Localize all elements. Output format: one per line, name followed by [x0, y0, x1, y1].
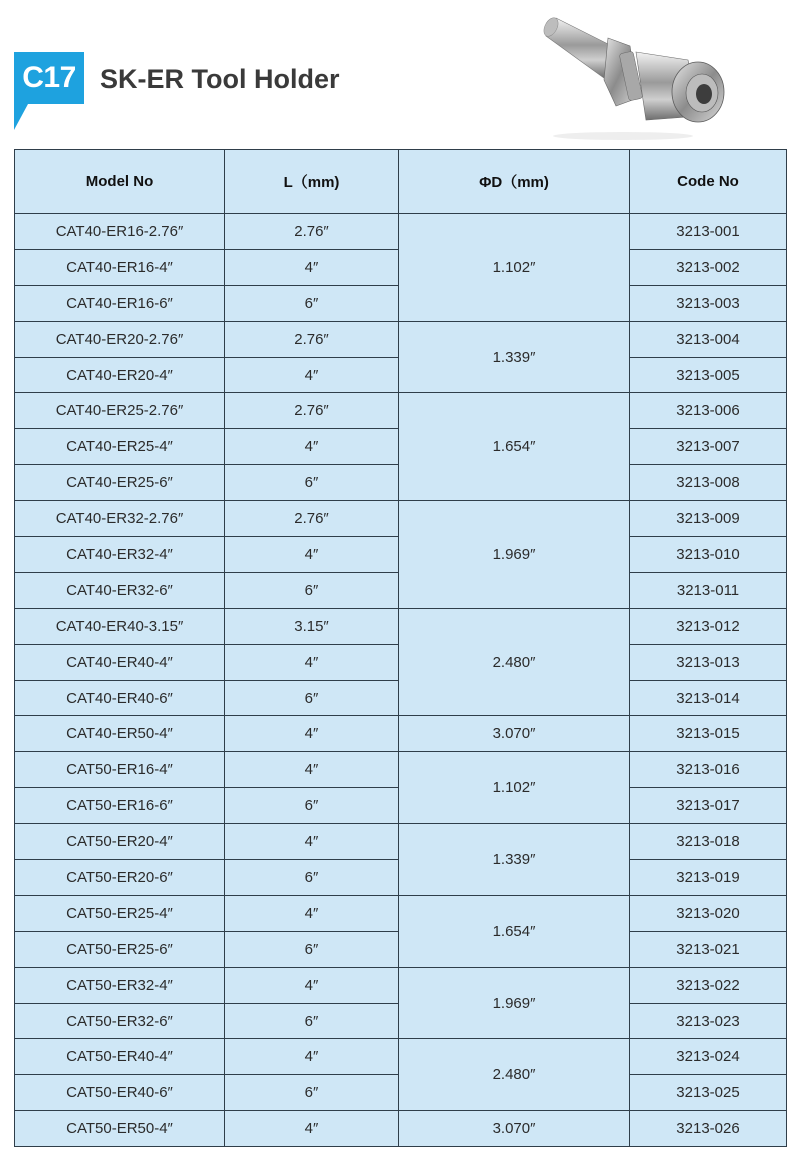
length-cell: 4″	[225, 895, 399, 931]
model-no-cell: CAT40-ER25-4″	[15, 429, 225, 465]
code-no-cell: 3213-003	[630, 285, 787, 321]
length-cell: 4″	[225, 357, 399, 393]
length-cell: 4″	[225, 716, 399, 752]
model-no-cell: CAT40-ER25-6″	[15, 465, 225, 501]
column-header-length: L（mm)	[225, 150, 399, 214]
diameter-cell: 1.654″	[399, 393, 630, 501]
model-no-cell: CAT40-ER40-3.15″	[15, 608, 225, 644]
code-no-cell: 3213-017	[630, 788, 787, 824]
model-no-cell: CAT50-ER25-4″	[15, 895, 225, 931]
code-no-cell: 3213-022	[630, 967, 787, 1003]
model-no-cell: CAT40-ER25-2.76″	[15, 393, 225, 429]
model-no-cell: CAT40-ER40-6″	[15, 680, 225, 716]
code-no-cell: 3213-007	[630, 429, 787, 465]
model-no-cell: CAT40-ER32-4″	[15, 537, 225, 573]
length-cell: 6″	[225, 1075, 399, 1111]
model-no-cell: CAT50-ER32-4″	[15, 967, 225, 1003]
code-no-cell: 3213-025	[630, 1075, 787, 1111]
table-row	[15, 501, 787, 537]
length-cell: 2.76″	[225, 393, 399, 429]
table-row	[15, 967, 787, 1003]
length-cell: 4″	[225, 429, 399, 465]
length-cell: 4″	[225, 752, 399, 788]
diameter-cell: 2.480″	[399, 608, 630, 716]
length-cell: 6″	[225, 285, 399, 321]
code-no-cell: 3213-021	[630, 931, 787, 967]
code-no-cell: 3213-004	[630, 321, 787, 357]
model-no-cell: CAT50-ER16-4″	[15, 752, 225, 788]
diameter-cell: 1.339″	[399, 824, 630, 896]
model-no-cell: CAT40-ER32-6″	[15, 572, 225, 608]
model-no-cell: CAT40-ER20-4″	[15, 357, 225, 393]
code-no-cell: 3213-020	[630, 895, 787, 931]
product-image	[538, 8, 728, 143]
code-no-cell: 3213-010	[630, 537, 787, 573]
table-header-row	[15, 150, 787, 214]
length-cell: 2.76″	[225, 321, 399, 357]
length-cell: 6″	[225, 1003, 399, 1039]
diameter-cell: 2.480″	[399, 1039, 630, 1111]
model-no-cell: CAT40-ER16-2.76″	[15, 214, 225, 250]
table-row	[15, 321, 787, 357]
table-row	[15, 824, 787, 860]
code-no-cell: 3213-014	[630, 680, 787, 716]
model-no-cell: CAT40-ER16-6″	[15, 285, 225, 321]
diameter-cell: 1.339″	[399, 321, 630, 393]
model-no-cell: CAT50-ER16-6″	[15, 788, 225, 824]
code-no-cell: 3213-006	[630, 393, 787, 429]
length-cell: 4″	[225, 967, 399, 1003]
code-no-cell: 3213-008	[630, 465, 787, 501]
column-header-code: Code No	[630, 150, 787, 214]
table-row	[15, 716, 787, 752]
length-cell: 4″	[225, 249, 399, 285]
section-badge-tail	[14, 104, 28, 130]
code-no-cell: 3213-026	[630, 1111, 787, 1147]
model-no-cell: CAT50-ER40-6″	[15, 1075, 225, 1111]
length-cell: 4″	[225, 644, 399, 680]
length-cell: 6″	[225, 931, 399, 967]
code-no-cell: 3213-018	[630, 824, 787, 860]
model-no-cell: CAT50-ER40-4″	[15, 1039, 225, 1075]
diameter-cell: 1.969″	[399, 501, 630, 609]
column-header-model: Model No	[15, 150, 225, 214]
length-cell: 6″	[225, 860, 399, 896]
code-no-cell: 3213-019	[630, 860, 787, 896]
code-no-cell: 3213-023	[630, 1003, 787, 1039]
model-no-cell: CAT40-ER20-2.76″	[15, 321, 225, 357]
diameter-cell: 1.969″	[399, 967, 630, 1039]
table-row	[15, 895, 787, 931]
length-cell: 6″	[225, 680, 399, 716]
length-cell: 3.15″	[225, 608, 399, 644]
table-row	[15, 1039, 787, 1075]
code-no-cell: 3213-016	[630, 752, 787, 788]
diameter-cell: 1.102″	[399, 752, 630, 824]
code-no-cell: 3213-012	[630, 608, 787, 644]
section-badge: C17	[14, 52, 84, 104]
length-cell: 6″	[225, 572, 399, 608]
page-title: SK-ER Tool Holder	[100, 64, 340, 94]
code-no-cell: 3213-024	[630, 1039, 787, 1075]
diameter-cell: 3.070″	[399, 1111, 630, 1147]
length-cell: 4″	[225, 824, 399, 860]
model-no-cell: CAT40-ER16-4″	[15, 249, 225, 285]
model-no-cell: CAT40-ER32-2.76″	[15, 501, 225, 537]
model-no-cell: CAT50-ER50-4″	[15, 1111, 225, 1147]
length-cell: 6″	[225, 788, 399, 824]
table-row	[15, 608, 787, 644]
model-no-cell: CAT50-ER25-6″	[15, 931, 225, 967]
length-cell: 2.76″	[225, 214, 399, 250]
table-row	[15, 214, 787, 250]
table-row	[15, 752, 787, 788]
code-no-cell: 3213-011	[630, 572, 787, 608]
model-no-cell: CAT50-ER20-4″	[15, 824, 225, 860]
code-no-cell: 3213-001	[630, 214, 787, 250]
code-no-cell: 3213-015	[630, 716, 787, 752]
length-cell: 4″	[225, 1111, 399, 1147]
code-no-cell: 3213-013	[630, 644, 787, 680]
model-no-cell: CAT40-ER40-4″	[15, 644, 225, 680]
diameter-cell: 1.654″	[399, 895, 630, 967]
length-cell: 6″	[225, 465, 399, 501]
length-cell: 4″	[225, 1039, 399, 1075]
code-no-cell: 3213-002	[630, 249, 787, 285]
length-cell: 4″	[225, 537, 399, 573]
length-cell: 2.76″	[225, 501, 399, 537]
table-row	[15, 393, 787, 429]
table-row	[15, 1111, 787, 1147]
column-header-diameter: ΦD（mm)	[399, 150, 630, 214]
code-no-cell: 3213-009	[630, 501, 787, 537]
diameter-cell: 3.070″	[399, 716, 630, 752]
tool-holder-table	[14, 149, 787, 1147]
model-no-cell: CAT50-ER20-6″	[15, 860, 225, 896]
model-no-cell: CAT50-ER32-6″	[15, 1003, 225, 1039]
code-no-cell: 3213-005	[630, 357, 787, 393]
model-no-cell: CAT40-ER50-4″	[15, 716, 225, 752]
diameter-cell: 1.102″	[399, 214, 630, 322]
